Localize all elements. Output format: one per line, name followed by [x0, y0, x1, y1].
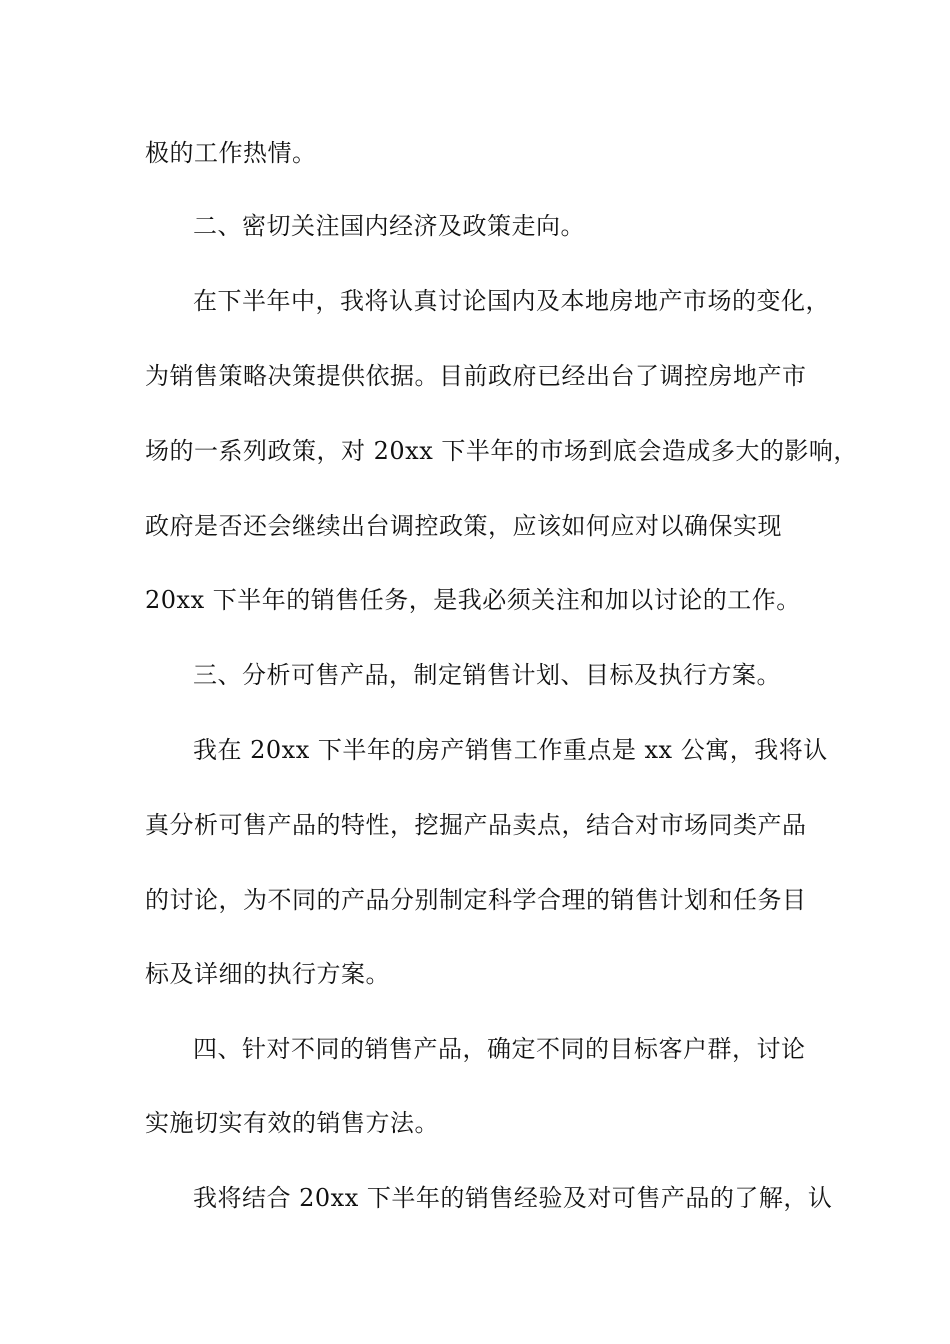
paragraph-line: 我将结合 20xx 下半年的销售经验及对可售产品的了解，认 — [193, 1184, 833, 1212]
paragraph-line: 的讨论，为不同的产品分别制定科学合理的销售计划和任务目 — [145, 886, 807, 914]
section-heading-continued: 实施切实有效的销售方法。 — [145, 1109, 439, 1137]
text-line: 极的工作热情。 — [145, 139, 317, 167]
paragraph-line: 真分析可售产品的特性，挖掘产品卖点，结合对市场同类产品 — [145, 811, 807, 839]
paragraph-line: 政府是否还会继续出台调控政策，应该如何应对以确保实现 — [145, 512, 782, 540]
section-heading: 三、分析可售产品，制定销售计划、目标及执行方案。 — [193, 661, 781, 689]
section-heading: 四、针对不同的销售产品，确定不同的目标客户群，讨论 — [193, 1035, 806, 1063]
paragraph-line: 20xx 下半年的销售任务，是我必须关注和加以讨论的工作。 — [145, 586, 801, 614]
paragraph-line: 我在 20xx 下半年的房产销售工作重点是 xx 公寓，我将认 — [193, 736, 828, 764]
paragraph-line: 在下半年中，我将认真讨论国内及本地房地产市场的变化， — [193, 287, 830, 315]
paragraph-line: 标及详细的执行方案。 — [145, 960, 390, 988]
paragraph-line: 场的一系列政策，对 20xx 下半年的市场到底会造成多大的影响， — [145, 437, 858, 465]
paragraph-line: 为销售策略决策提供依据。目前政府已经出台了调控房地产市 — [145, 362, 807, 390]
section-heading: 二、密切关注国内经济及政策走向。 — [193, 212, 585, 240]
